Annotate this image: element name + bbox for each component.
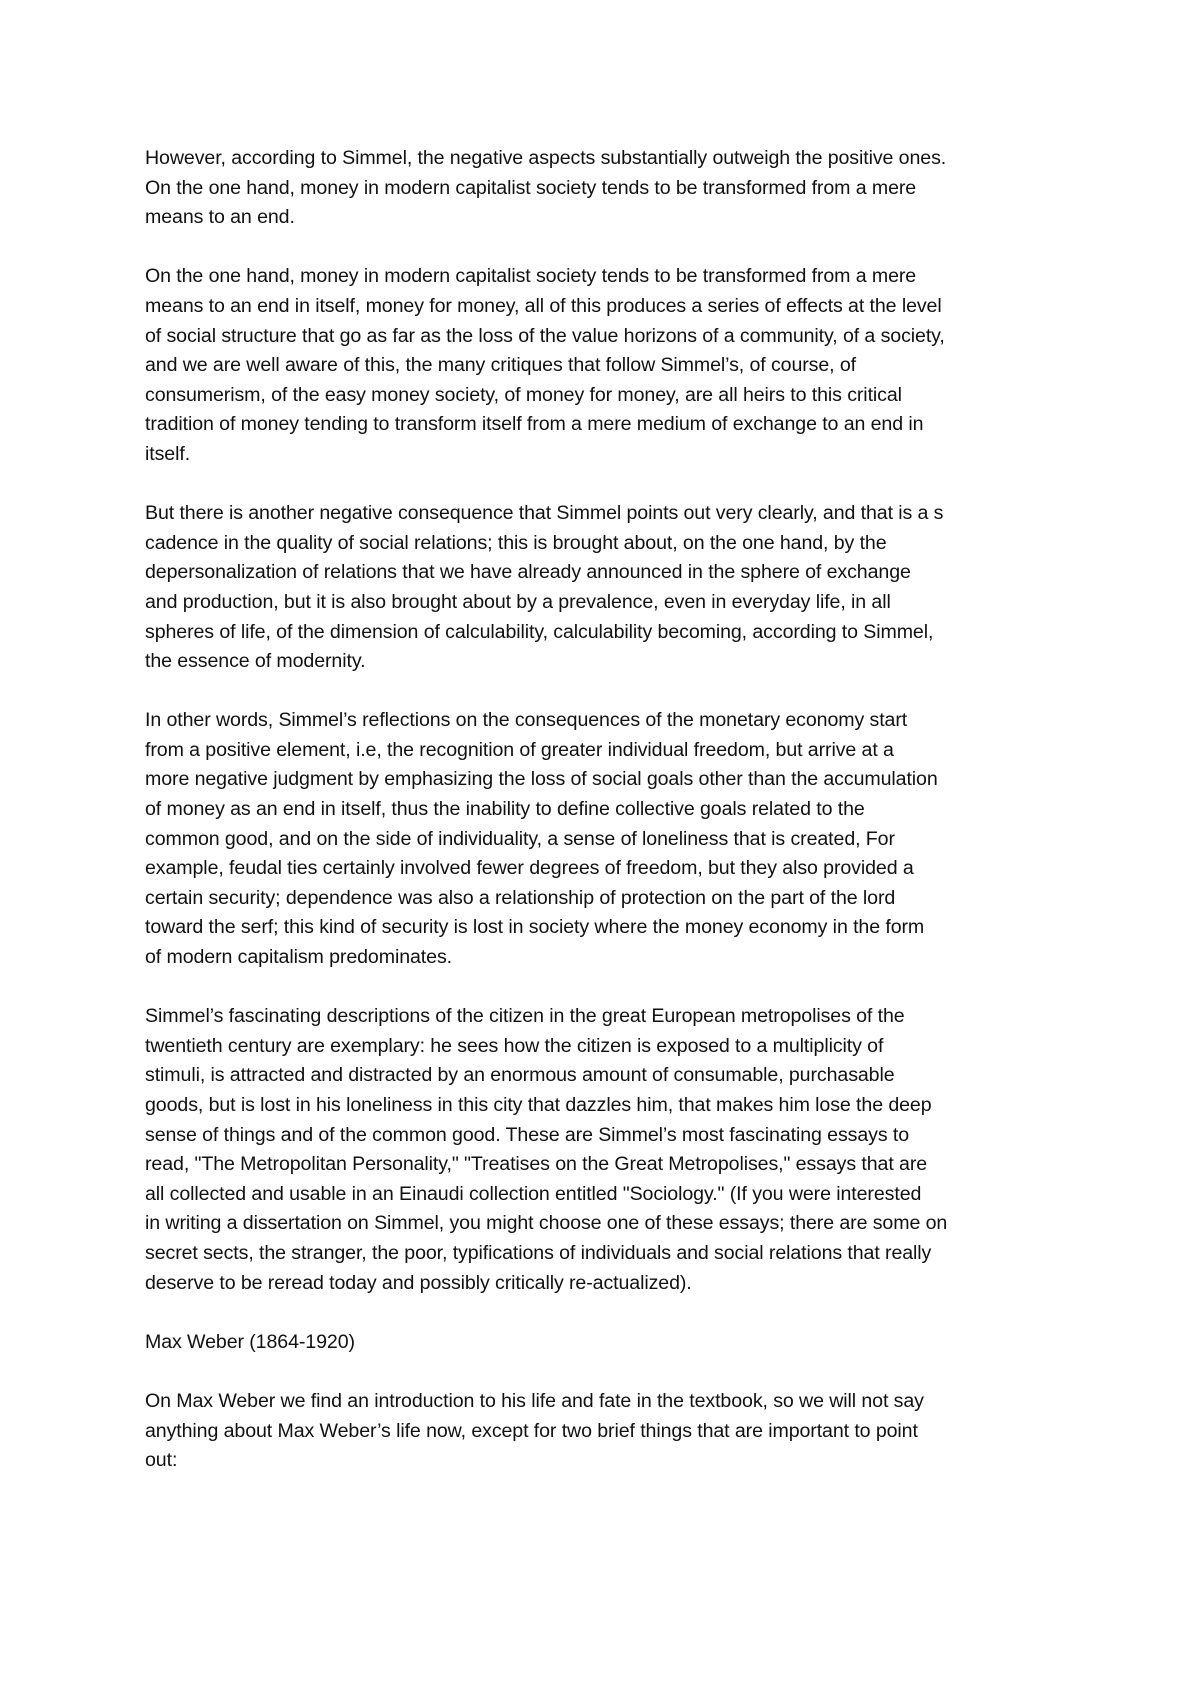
text-line: goods, but is lost in his loneliness in this city that dazzles him, that makes him lose the deep bbox=[145, 1094, 932, 1116]
text-line: stimuli, is attracted and distracted by an enormous amount of consumable, purchasable bbox=[145, 1064, 895, 1087]
text-line: depersonalization of relations that we have already announced in the sphere of exchange bbox=[145, 561, 911, 584]
text-line: On Max Weber we find an introduction to his life and fate in the textbook, so we will not say bbox=[145, 1389, 924, 1412]
document-body bbox=[145, 144, 1075, 1505]
text-line: However, according to Simmel, the negative aspects substantially outweigh the positive ones. bbox=[145, 147, 947, 169]
text-line: Max Weber (1864-1920) bbox=[145, 1330, 355, 1353]
text-line: toward the serf; this kind of security is lost in society where the money economy in the form bbox=[145, 916, 925, 939]
text-line: read, "The Metropolitan Personality," "Treatises on the Great Metropolises," essays that are bbox=[145, 1153, 928, 1176]
text-line: anything about Max Weber’s life now, except for two brief things that are important to point bbox=[145, 1419, 918, 1442]
text-line: But there is another negative consequence that Simmel points out very clearly, and that is a s bbox=[145, 502, 944, 525]
section-heading-max-weber bbox=[145, 1328, 1075, 1358]
text-line: sense of things and of the common good. These are Simmel’s most fascinating essays to bbox=[145, 1123, 910, 1146]
text-line: and production, but it is also brought about by a prevalence, even in everyday life, in all bbox=[145, 590, 891, 613]
paragraph-5 bbox=[145, 1002, 1075, 1298]
text-line: in writing a dissertation on Simmel, you might choose one of these essays; there are some on bbox=[145, 1212, 948, 1235]
text-line: consumerism, of the easy money society, of money for money, are all heirs to this critical bbox=[145, 383, 902, 406]
text-line: all collected and usable in an Einaudi collection entitled "Sociology." (If you were interested bbox=[145, 1182, 922, 1205]
text-line: certain security; dependence was also a relationship of protection on the part of the lord bbox=[145, 886, 896, 909]
text-line: On the one hand, money in modern capitalist society tends to be transformed from a mere bbox=[145, 265, 917, 288]
text-line: On the one hand, money in modern capitalist society tends to be transformed from a mere bbox=[145, 176, 917, 199]
text-line: twentieth century are exemplary: he sees how the citizen is exposed to a multiplicity of bbox=[145, 1034, 884, 1057]
paragraph-7 bbox=[145, 1387, 1075, 1476]
paragraph-4 bbox=[145, 706, 1075, 972]
paragraph-1 bbox=[145, 144, 1075, 233]
text-line: tradition of money tending to transform itself from a mere medium of exchange to an end in bbox=[145, 413, 924, 436]
paragraph-3 bbox=[145, 499, 1075, 677]
text-line: In other words, Simmel’s reflections on the consequences of the monetary economy start bbox=[145, 709, 908, 732]
text-line: means to an end. bbox=[145, 206, 295, 229]
text-line: means to an end in itself, money for money, all of this produces a series of effects at the level bbox=[145, 294, 942, 317]
text-line: deserve to be reread today and possibly critically re-actualized). bbox=[145, 1271, 692, 1294]
text-line: more negative judgment by emphasizing the loss of social goals other than the accumulation bbox=[145, 768, 938, 791]
text-line: Simmel’s fascinating descriptions of the citizen in the great European metropolises of the bbox=[145, 1005, 905, 1028]
text-line: from a positive element, i.e, the recognition of greater individual freedom, but arrive at a bbox=[145, 738, 894, 761]
text-line: cadence in the quality of social relations; this is brought about, on the one hand, by the bbox=[145, 531, 887, 554]
text-line: of money as an end in itself, thus the inability to define collective goals related to the bbox=[145, 798, 865, 821]
text-line: common good, and on the side of individuality, a sense of loneliness that is created, For bbox=[145, 827, 895, 850]
text-line: and we are well aware of this, the many critiques that follow Simmel’s, of course, of bbox=[145, 354, 856, 377]
text-line: example, feudal ties certainly involved fewer degrees of freedom, but they also provided a bbox=[145, 857, 914, 880]
text-line: out: bbox=[145, 1449, 178, 1472]
text-line: of modern capitalism predominates. bbox=[145, 946, 452, 969]
paragraph-2 bbox=[145, 262, 1075, 469]
text-line: secret sects, the stranger, the poor, typifications of individuals and social relations that really bbox=[145, 1241, 932, 1264]
text-line: of social structure that go as far as the loss of the value horizons of a community, of a society, bbox=[145, 324, 945, 347]
text-line: the essence of modernity. bbox=[145, 650, 366, 673]
text-line: spheres of life, of the dimension of calculability, calculability becoming, according to Simmel, bbox=[145, 620, 934, 643]
text-line: itself. bbox=[145, 442, 191, 465]
